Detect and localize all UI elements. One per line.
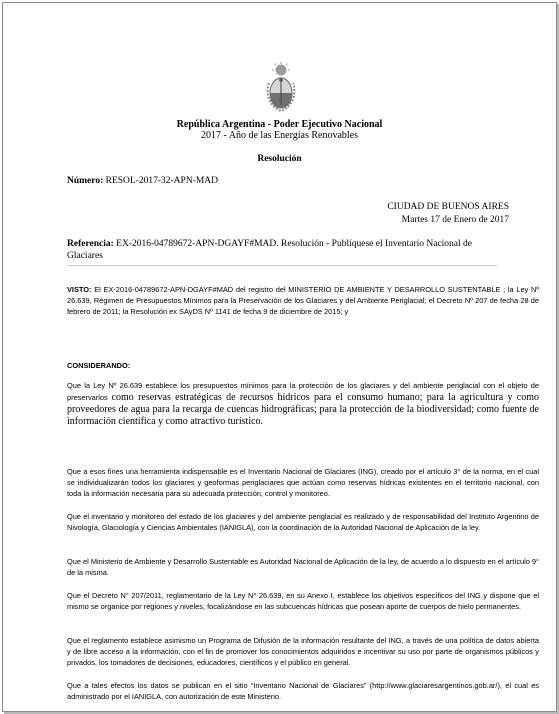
document-number-value: RESOL-2017-32-APN-MAD xyxy=(105,176,219,186)
visto-text: El EX-2016-04789672-APN-DGAYF#MAD del registro del MINISTERIO DE AMBIENTE Y DESARROLLO SUSTENTABLE ; la Ley Nº 26.639, Régimen de Presupuestos Mínimos para la Preservación de los Glaciares y del Ambiente Periglacial; el Decreto Nº 207 de fecha 28 de febrero de 2011; la Resolución ex SAyDS Nº 1141 de fecha 9 de diciembre de 2015; y xyxy=(67,285,540,316)
paragraph-1-rest: como reservas estratégicas de recursos hídricos para el consumo humano; para la agricultura y como proveedores de agua para la recarga de cuencas hidrográficas; para la protección de la biodiversidad; como fuente de información científica y como atractivo turístico. xyxy=(67,392,539,427)
document-number-label: Número: xyxy=(67,176,104,186)
considerando-paragraph-6: Que el reglamento establece asimismo un Programa de Difusión de la información resultante del ING, a través de una política de datos abierta y de libre acceso a la información, con el fin de promover los conocimientos adquiridos e incentivar su uso por parte de organismos públicos y privados, los tomadores de decisiones, educadores, científicos y el público en general. xyxy=(67,636,539,667)
document-place: CIUDAD DE BUENOS AIRES xyxy=(387,202,509,212)
document-reference xyxy=(67,239,509,262)
considerando-paragraph-3: Que el inventario y monitoreo del estado de los glaciares y del ambiente periglacial es realizado y de responsabilidad del Instituto Argentino de Nivología, Glaciología y Ciencias Ambientales (IANIGLA), con la coordinación de la Autoridad Nacional de Aplicación de la ley. xyxy=(67,512,539,532)
paragraph-1-start: Que la Ley Nº 26.639 establece los presupuestos mínimos para la protección de los glaciares y del ambiente periglacial con el objeto de preservarlos xyxy=(67,381,539,402)
visto-label: VISTO: xyxy=(67,285,92,294)
document-type-title: Resolución xyxy=(257,154,302,164)
header-year-motto: 2017 - Año de las Energías Renovables xyxy=(200,130,358,141)
considerando-paragraph-4: Que el Ministerio de Ambiente y Desarrollo Sustentable es Autoridad Nacional de Aplicación de la ley, de acuerdo a lo dispuesto en el artículo 9° de la misma. xyxy=(67,557,539,577)
header-title: República Argentina - Poder Ejecutivo Nacional xyxy=(176,119,383,130)
divider xyxy=(67,265,497,266)
national-seal-icon xyxy=(266,61,296,113)
considerando-paragraph-7: Que a tales efectos los datos se publican en el sitio “Inventario Nacional de Glaciares” (http://www.glaciaresargentinos.gob.ar/), el cual es administrado por el IANIGLA, con autorización de este Ministerio. xyxy=(67,681,539,701)
considerando-heading: CONSIDERANDO: xyxy=(67,361,131,370)
document-date: Martes 17 de Enero de 2017 xyxy=(401,215,509,225)
reference-text: EX-2016-04789672-APN-DGAYF#MAD. Resolución - Publíquese el Inventario Nacional de Glaciares xyxy=(67,239,473,261)
considerando-paragraph-5: Que el Decreto N° 207/2011, reglamentario de la Ley N° 26.639, en su Anexo I, establece los objetivos específicos del ING y dispone que el mismo se organice por regiones y niveles, focalizándose en las subcuencas hídricas que posean aporte de cuerpos de hielo permanentes. xyxy=(67,591,539,611)
visto-paragraph xyxy=(67,284,539,317)
document-number xyxy=(67,176,218,186)
reference-label: Referencia: xyxy=(67,239,114,249)
document-page xyxy=(2,2,557,712)
considerando-paragraph-2: Que a esos fines una herramienta indispensable es el Inventario Nacional de Glaciares (ING), creado por el artículo 3° de la norma, en el cual se individualizarán todos los glaciares y geoformas periglaciares que actúan como reservas hídricas existentes en el territorio nacional, con toda la información necesaria para su adecuada protección, control y monitoreo. xyxy=(67,467,539,498)
considerando-paragraph-1 xyxy=(67,380,539,428)
